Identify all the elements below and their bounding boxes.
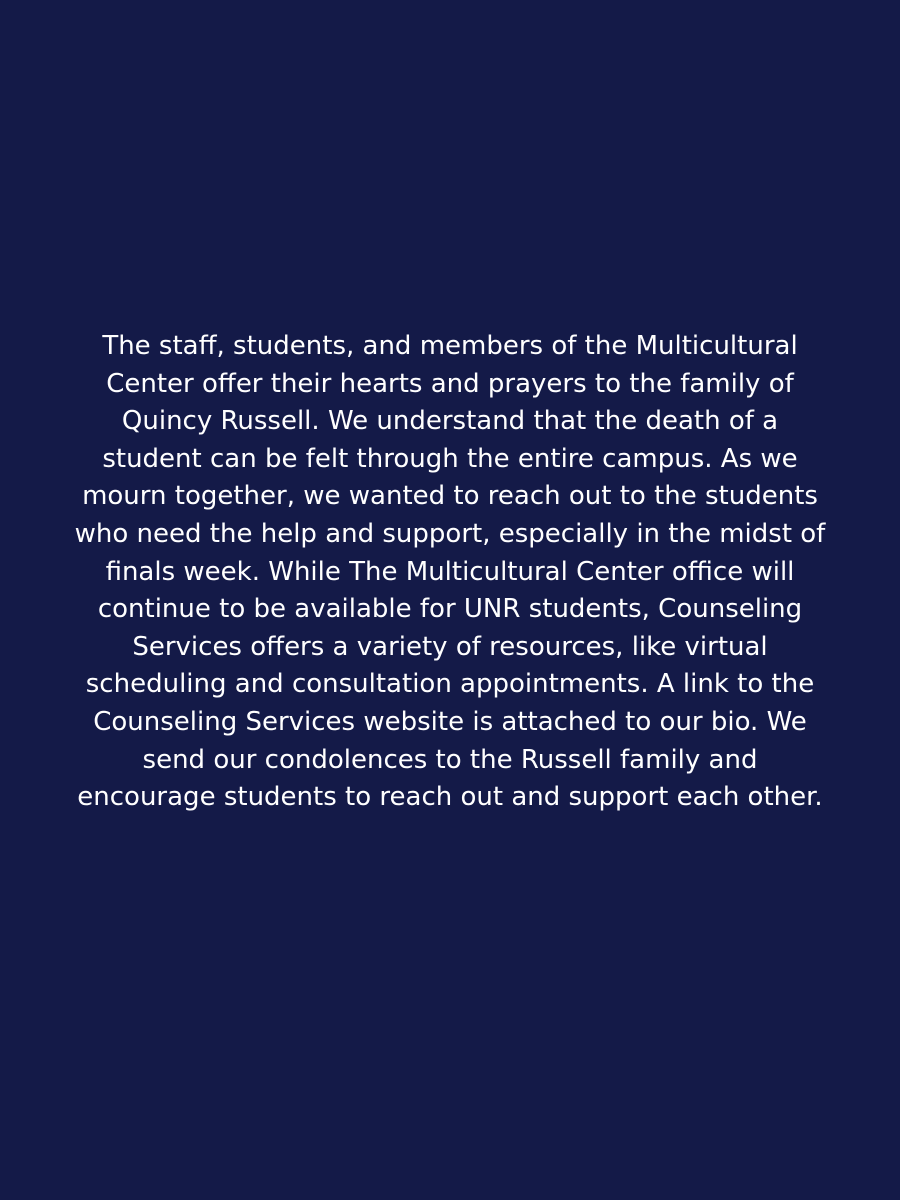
statement-line: encourage students to reach out and support each other. [77, 782, 823, 813]
statement-line: Center offer their hearts and prayers to the family of [106, 368, 794, 399]
statement-line: student can be felt through the entire campus. As we [102, 443, 798, 474]
condolence-statement [0, 328, 900, 817]
statement-line: Services offers a variety of resources, like virtual [132, 631, 768, 662]
statement-line: The staff, students, and members of the Multicultural [102, 331, 798, 361]
statement-line: mourn together, we wanted to reach out to the students [82, 481, 818, 512]
statement-line: scheduling and consultation appointments. A link to the [85, 669, 815, 700]
statement-line: continue to be available for UNR students, Counseling [97, 594, 803, 625]
statement-line: Quincy Russell. We understand that the death of a [121, 406, 779, 437]
statement-line: who need the help and support, especially in the midst of [74, 518, 826, 549]
statement-line: Counseling Services website is attached to our bio. We [93, 706, 807, 737]
statement-line: send our condolences to the Russell family and [142, 744, 758, 775]
statement-line: finals week. While The Multicultural Center office will [105, 556, 795, 587]
